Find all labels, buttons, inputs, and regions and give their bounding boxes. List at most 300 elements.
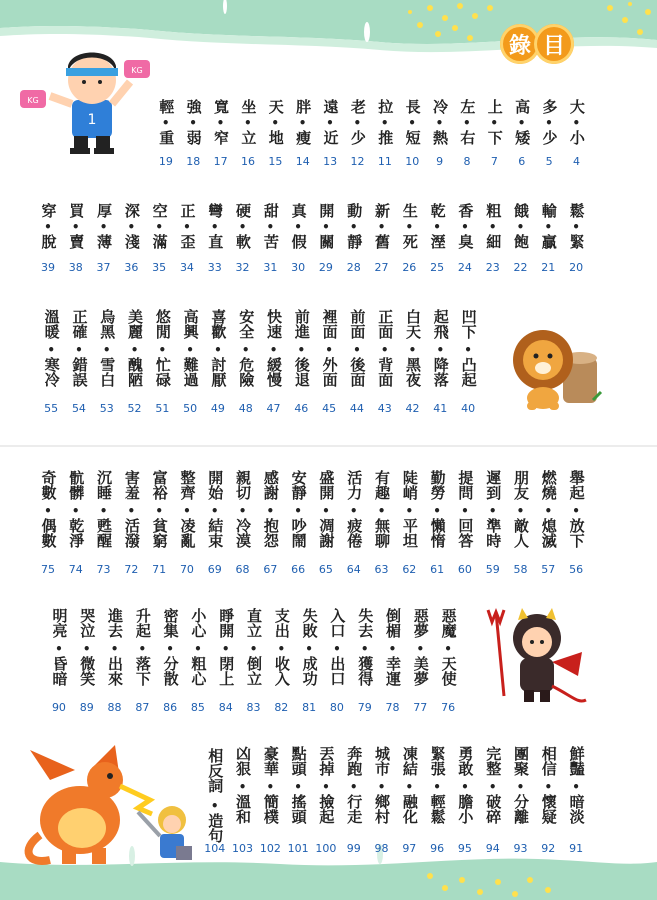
antonym-pair xyxy=(45,604,73,686)
toc-entry[interactable] xyxy=(117,201,145,277)
toc-entry[interactable] xyxy=(284,466,312,579)
toc-entry[interactable] xyxy=(73,604,101,717)
page-number: 59 xyxy=(485,563,500,576)
word-a: 大 xyxy=(567,99,586,114)
word-a: 粗 xyxy=(484,203,503,218)
separator-dot: • xyxy=(322,220,330,234)
word-a: 團聚 xyxy=(512,746,530,776)
toc-entry[interactable] xyxy=(534,466,562,579)
toc-entry[interactable] xyxy=(37,305,65,418)
toc-entry[interactable] xyxy=(534,201,562,277)
toc-entry[interactable] xyxy=(204,305,232,418)
word-a: 乾 xyxy=(428,203,447,218)
word-b: 敵人 xyxy=(512,518,530,548)
page-number: 9 xyxy=(436,155,444,168)
toc-entry[interactable] xyxy=(284,742,312,858)
antonym-pair xyxy=(562,742,590,824)
svg-text:KG: KG xyxy=(27,96,39,105)
word-a: 深 xyxy=(122,203,141,218)
page-number: 63 xyxy=(374,563,389,576)
antonym-pair xyxy=(34,201,62,249)
separator-dot: • xyxy=(325,343,333,357)
toc-entry[interactable] xyxy=(90,466,118,579)
toc-entry[interactable] xyxy=(234,97,261,171)
antonym-pair xyxy=(232,305,260,387)
word-a: 開 xyxy=(317,203,336,218)
toc-entry[interactable] xyxy=(262,97,289,171)
separator-dot: • xyxy=(322,504,330,518)
page-number: 25 xyxy=(430,261,445,274)
word-a: 前進 xyxy=(292,309,311,339)
page-number: 72 xyxy=(124,563,139,576)
page-number: 4 xyxy=(573,155,581,168)
toc-entry[interactable] xyxy=(507,466,535,579)
page-number: 24 xyxy=(457,261,472,274)
toc-entry[interactable] xyxy=(426,305,454,418)
toc-entry[interactable] xyxy=(395,201,423,277)
antonym-pair xyxy=(562,466,590,548)
page-number: 15 xyxy=(268,155,283,168)
word-a: 奔跑 xyxy=(345,746,364,776)
page-number: 19 xyxy=(158,155,173,168)
word-b: 醜陋 xyxy=(126,357,145,387)
toc-entry[interactable] xyxy=(121,305,149,418)
separator-dot: • xyxy=(516,220,525,234)
toc-entry[interactable] xyxy=(284,201,312,277)
toc-entry[interactable] xyxy=(426,97,453,171)
toc-entry[interactable] xyxy=(128,604,156,717)
toc-entry[interactable] xyxy=(371,97,398,171)
toc-entry[interactable] xyxy=(148,305,176,418)
word-a: 左 xyxy=(458,99,477,114)
toc-row-3 xyxy=(34,305,482,418)
page-number: 32 xyxy=(235,261,250,274)
toc-entry[interactable] xyxy=(368,742,396,858)
antonym-pair xyxy=(340,742,368,824)
toc-entry[interactable] xyxy=(481,97,508,171)
antonym-pair xyxy=(507,742,535,824)
toc-entry[interactable] xyxy=(479,466,507,579)
antonym-pair xyxy=(426,97,453,145)
page-number: 52 xyxy=(127,402,142,415)
page-title xyxy=(500,24,568,64)
antonym-pair xyxy=(117,466,145,548)
toc-entry[interactable] xyxy=(507,201,535,277)
toc-entry[interactable] xyxy=(232,305,260,418)
toc-entry[interactable] xyxy=(201,742,229,858)
toc-entry[interactable] xyxy=(65,305,93,418)
toc-entry[interactable] xyxy=(395,742,423,858)
toc-entry[interactable] xyxy=(451,742,479,858)
word-b: 黑夜 xyxy=(404,357,422,387)
toc-entry[interactable] xyxy=(34,466,62,579)
word-b: 重 xyxy=(157,130,176,145)
word-a: 正確 xyxy=(70,309,89,339)
word-b: 出口 xyxy=(328,656,347,686)
word-b: 直 xyxy=(206,234,225,249)
page-number: 100 xyxy=(315,842,337,855)
toc-entry[interactable] xyxy=(101,604,129,717)
page-number: 22 xyxy=(513,261,528,274)
toc-entry[interactable] xyxy=(256,201,284,277)
antonym-pair xyxy=(173,201,201,249)
antonym-pair xyxy=(351,604,379,686)
word-b: 危險 xyxy=(237,357,256,387)
word-a: 烏黑 xyxy=(98,309,117,339)
page-number: 44 xyxy=(349,402,364,415)
toc-entry[interactable] xyxy=(34,201,62,277)
word-b: 獲得 xyxy=(356,656,375,686)
toc-entry[interactable] xyxy=(434,604,462,717)
toc-entry[interactable] xyxy=(398,97,425,171)
toc-entry[interactable] xyxy=(62,466,90,579)
page-number: 93 xyxy=(513,842,528,855)
word-a: 丟掉 xyxy=(317,746,336,776)
word-a: 點頭 xyxy=(289,746,308,776)
word-a: 老 xyxy=(348,99,367,114)
word-a: 惡夢 xyxy=(411,608,430,638)
word-b: 抱怨 xyxy=(261,518,280,548)
toc-entry[interactable] xyxy=(562,466,590,579)
toc-entry[interactable] xyxy=(229,742,257,858)
word-b: 美夢 xyxy=(411,656,430,686)
toc-entry[interactable] xyxy=(423,742,451,858)
word-a: 勇敢 xyxy=(456,746,475,776)
antonym-pair xyxy=(37,305,65,387)
page-number: 87 xyxy=(135,701,150,714)
toc-entry[interactable] xyxy=(156,604,184,717)
separator-dot: • xyxy=(488,220,497,234)
antonym-pair xyxy=(323,604,351,686)
page-number: 48 xyxy=(238,402,253,415)
toc-entry[interactable] xyxy=(507,742,535,858)
toc-entry[interactable] xyxy=(240,604,268,717)
separator-dot: • xyxy=(405,220,414,234)
word-a: 富裕 xyxy=(150,470,169,500)
toc-entry[interactable] xyxy=(184,604,212,717)
page-number: 65 xyxy=(318,563,333,576)
word-b: 淺 xyxy=(122,234,141,249)
antonym-pair xyxy=(451,466,479,548)
toc-entry[interactable] xyxy=(479,742,507,858)
antonym-pair xyxy=(562,201,590,249)
page-number: 14 xyxy=(295,155,310,168)
toc-entry[interactable] xyxy=(340,466,368,579)
toc-entry[interactable] xyxy=(562,742,590,858)
toc-entry[interactable] xyxy=(423,201,451,277)
separator-dot: • xyxy=(161,116,170,130)
toc-entry[interactable] xyxy=(454,305,482,418)
toc-entry[interactable] xyxy=(399,305,427,418)
word-b: 收入 xyxy=(272,656,291,686)
toc-entry[interactable] xyxy=(451,201,479,277)
word-a: 多 xyxy=(540,99,559,114)
toc-entry[interactable] xyxy=(312,466,340,579)
antonym-pair xyxy=(534,201,562,249)
word-a: 鬆 xyxy=(567,203,586,218)
word-a: 胖 xyxy=(294,99,313,114)
word-b: 小 xyxy=(567,130,586,145)
toc-entry[interactable] xyxy=(173,201,201,277)
antonym-pair xyxy=(145,466,173,548)
antonym-pair xyxy=(434,604,462,686)
antonym-pair xyxy=(176,305,204,387)
toc-entry[interactable] xyxy=(371,305,399,418)
page-number: 30 xyxy=(291,261,306,274)
toc-entry[interactable] xyxy=(351,604,379,717)
word-b: 苦 xyxy=(261,234,280,249)
antonym-pair xyxy=(343,305,371,387)
toc-entry[interactable] xyxy=(256,742,284,858)
word-a: 餓 xyxy=(512,203,530,218)
word-a: 輸 xyxy=(539,203,558,218)
toc-entry[interactable] xyxy=(479,201,507,277)
separator-dot: • xyxy=(210,799,219,813)
separator-dot: • xyxy=(461,220,469,234)
toc-entry[interactable] xyxy=(562,201,590,277)
word-b: 造句 xyxy=(206,813,225,843)
antonym-pair xyxy=(534,742,562,824)
toc-entry[interactable] xyxy=(93,305,121,418)
page-number: 88 xyxy=(107,701,122,714)
page-number: 102 xyxy=(259,842,281,855)
separator-dot: • xyxy=(102,343,111,357)
word-a: 悠閒 xyxy=(153,309,172,339)
toc-entry[interactable] xyxy=(368,466,396,579)
toc-entry[interactable] xyxy=(145,201,173,277)
separator-dot: • xyxy=(349,504,358,518)
word-a: 空 xyxy=(150,203,169,218)
toc-entry[interactable] xyxy=(260,305,288,418)
antonym-pair xyxy=(262,97,289,145)
antonym-pair xyxy=(423,466,451,548)
word-a: 凹下 xyxy=(459,309,478,339)
word-b: 鄉村 xyxy=(373,794,392,824)
separator-dot: • xyxy=(216,116,225,130)
separator-dot: • xyxy=(71,220,80,234)
antonym-pair xyxy=(395,742,423,824)
word-a: 睜開 xyxy=(217,608,236,638)
word-b: 雪白 xyxy=(98,357,117,387)
antonym-pair xyxy=(479,201,507,249)
separator-dot: • xyxy=(155,220,163,234)
toc-entry[interactable] xyxy=(289,97,316,171)
antonym-pair xyxy=(128,604,156,686)
page-number: 10 xyxy=(405,155,420,168)
separator-dot: • xyxy=(461,504,469,518)
word-a: 起飛 xyxy=(431,309,450,339)
separator-dot: • xyxy=(326,116,334,130)
page-number: 80 xyxy=(329,701,344,714)
antonym-pair xyxy=(406,604,434,686)
antonym-pair xyxy=(117,201,145,249)
separator-dot: • xyxy=(221,642,230,656)
toc-entry[interactable] xyxy=(212,604,240,717)
separator-dot: • xyxy=(377,220,386,234)
word-b: 幸運 xyxy=(384,656,402,686)
toc-entry[interactable] xyxy=(395,466,423,579)
word-b: 歪 xyxy=(178,234,197,249)
page-number: 23 xyxy=(485,261,500,274)
page-number: 84 xyxy=(218,701,233,714)
toc-entry[interactable] xyxy=(379,604,407,717)
page-number: 94 xyxy=(485,842,500,855)
page-number: 58 xyxy=(513,563,528,576)
antonym-pair xyxy=(173,466,201,548)
antonym-pair xyxy=(344,97,371,145)
page-number: 13 xyxy=(323,155,338,168)
word-a: 緊張 xyxy=(428,746,447,776)
antonym-pair xyxy=(234,97,261,145)
toc-entry[interactable] xyxy=(534,742,562,858)
antonym-pair xyxy=(287,305,315,387)
page-number: 11 xyxy=(377,155,392,168)
word-a: 遲到 xyxy=(484,470,503,500)
separator-dot: • xyxy=(110,642,119,656)
separator-dot: • xyxy=(210,220,219,234)
word-b: 平坦 xyxy=(400,518,419,548)
separator-dot: • xyxy=(127,220,136,234)
toc-entry[interactable] xyxy=(179,97,206,171)
antonym-pair xyxy=(395,201,423,249)
word-b: 撿起 xyxy=(317,794,336,824)
page-number: 46 xyxy=(294,402,309,415)
page-number: 61 xyxy=(430,563,445,576)
word-a: 奇數 xyxy=(39,470,58,500)
word-b: 凸起 xyxy=(459,357,478,387)
toc-entry[interactable] xyxy=(344,97,371,171)
page-number: 56 xyxy=(569,563,584,576)
word-b: 凌亂 xyxy=(178,518,197,548)
svg-text:1: 1 xyxy=(87,112,97,128)
toc-entry[interactable] xyxy=(315,305,343,418)
toc-entry[interactable] xyxy=(340,201,368,277)
separator-dot: • xyxy=(488,780,497,794)
word-a: 甜 xyxy=(261,203,280,218)
word-b: 弱 xyxy=(184,130,203,145)
antonym-pair xyxy=(201,742,229,843)
toc-entry[interactable] xyxy=(453,97,480,171)
separator-dot: • xyxy=(210,504,219,518)
page-number: 12 xyxy=(350,155,365,168)
antonym-pair xyxy=(184,604,212,686)
toc-entry[interactable] xyxy=(152,97,179,171)
toc-entry[interactable] xyxy=(287,305,315,418)
toc-entry[interactable] xyxy=(201,201,229,277)
toc-entry[interactable] xyxy=(340,742,368,858)
toc-entry[interactable] xyxy=(316,97,343,171)
toc-entry[interactable] xyxy=(229,466,257,579)
toc-entry[interactable] xyxy=(45,604,73,717)
page-number: 85 xyxy=(190,701,205,714)
toc-entry[interactable] xyxy=(256,466,284,579)
antonym-pair xyxy=(179,97,206,145)
toc-entry[interactable] xyxy=(406,604,434,717)
toc-entry[interactable] xyxy=(312,742,340,858)
page-number: 83 xyxy=(246,701,261,714)
toc-entry[interactable] xyxy=(451,466,479,579)
antonym-pair xyxy=(34,466,62,548)
antonym-pair xyxy=(256,201,284,249)
antonym-pair xyxy=(371,305,399,387)
toc-entry[interactable] xyxy=(145,466,173,579)
antonym-pair xyxy=(451,742,479,824)
page-number: 42 xyxy=(405,402,420,415)
word-b: 溫和 xyxy=(234,794,253,824)
toc-entry[interactable] xyxy=(90,201,118,277)
toc-entry[interactable] xyxy=(207,97,234,171)
toc-entry[interactable] xyxy=(343,305,371,418)
antonym-pair xyxy=(426,305,454,387)
toc-entry[interactable] xyxy=(368,201,396,277)
toc-entry[interactable] xyxy=(201,466,229,579)
antonym-pair xyxy=(451,201,479,249)
separator-dot: • xyxy=(55,642,63,656)
word-a: 正 xyxy=(178,203,197,218)
separator-dot: • xyxy=(572,116,581,130)
toc-entry[interactable] xyxy=(535,97,562,171)
word-a: 真 xyxy=(289,203,308,218)
toc-entry[interactable] xyxy=(267,604,295,717)
toc-entry[interactable] xyxy=(295,604,323,717)
word-b: 懷疑 xyxy=(539,794,558,824)
separator-dot: • xyxy=(298,116,307,130)
word-a: 穿 xyxy=(39,203,58,218)
toc-entry[interactable] xyxy=(229,201,257,277)
separator-dot: • xyxy=(488,504,497,518)
word-b: 細 xyxy=(484,234,503,249)
antonym-pair xyxy=(212,604,240,686)
separator-dot: • xyxy=(377,504,386,518)
word-b: 輕鬆 xyxy=(428,794,447,824)
toc-entry[interactable] xyxy=(176,305,204,418)
page-number: 16 xyxy=(241,155,256,168)
word-b: 疲倦 xyxy=(345,518,364,548)
toc-entry[interactable] xyxy=(173,466,201,579)
word-b: 懶惰 xyxy=(428,518,447,548)
word-b: 臭 xyxy=(456,234,475,249)
word-a: 燃燒 xyxy=(539,470,558,500)
antonym-pair xyxy=(90,466,118,548)
page-number: 74 xyxy=(68,563,83,576)
antonym-pair xyxy=(201,466,229,548)
word-a: 喜歡 xyxy=(209,309,228,339)
toc-entry[interactable] xyxy=(62,201,90,277)
word-a: 輕 xyxy=(157,99,176,114)
toc-entry[interactable] xyxy=(423,466,451,579)
word-b: 後退 xyxy=(292,357,311,387)
page-number: 40 xyxy=(461,402,476,415)
separator-dot: • xyxy=(75,343,83,357)
separator-dot: • xyxy=(130,343,139,357)
toc-entry[interactable] xyxy=(508,97,535,171)
toc-entry[interactable] xyxy=(563,97,590,171)
page-number: 29 xyxy=(318,261,333,274)
antonym-pair xyxy=(201,201,229,249)
separator-dot: • xyxy=(294,780,302,794)
word-a: 親切 xyxy=(234,470,253,500)
toc-entry[interactable] xyxy=(312,201,340,277)
page-number: 101 xyxy=(287,842,309,855)
page-number: 7 xyxy=(490,155,498,168)
word-b: 討厭 xyxy=(209,357,228,387)
antonym-pair xyxy=(312,466,340,548)
separator-dot: • xyxy=(189,116,197,130)
toc-entry[interactable] xyxy=(323,604,351,717)
word-a: 安全 xyxy=(237,309,256,339)
separator-dot: • xyxy=(462,116,471,130)
toc-entry[interactable] xyxy=(117,466,145,579)
